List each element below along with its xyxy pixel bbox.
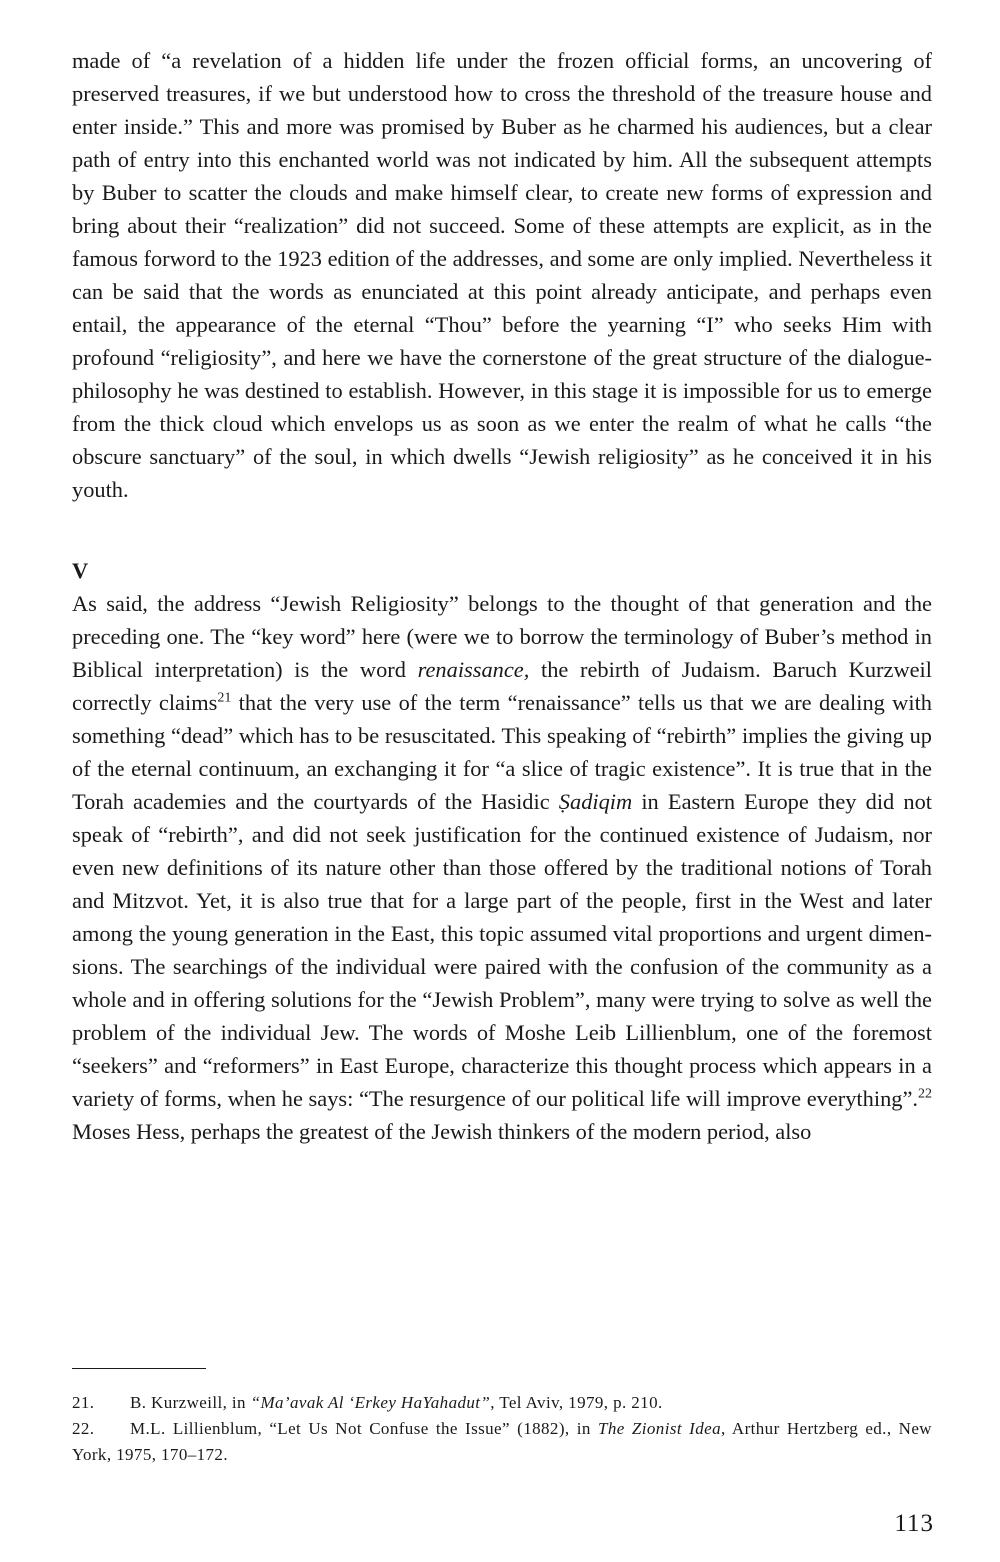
footnote-divider: [72, 1368, 206, 1369]
footnote-text: , Arthur Hertzberg ed., New York, 1975, 170–172.: [72, 1419, 932, 1464]
paragraph-text-b: the rebirth of Judaism. Baruch Kurzweil correctly claims: [72, 657, 932, 715]
italic-term-sadiqim: Ṣadiqim: [558, 789, 633, 814]
paragraph-text-a: As said, the address “Jewish Religiosity” belongs to the thought of that generation and the preceding one. The “key word” here (were we to borrow the terminology of Buber’s method in Biblical interpretation) is the word: [72, 591, 932, 682]
footnote-text: , Tel Aviv, 1979, p. 210.: [490, 1393, 663, 1412]
footnote-title: The Zionist Idea: [598, 1419, 721, 1438]
paragraph-text-d: in Eastern Europe they did not speak of “rebirth”, and did not seek justification for the continued existence of Judaism, nor even new definitions of its nature other than those offered by the traditional notions of Torah and Mitzvot. Yet, it is also true that for a large part of the people, first in the West and later among the young generation in the East, this topic assumed vital proportions and urgent dimensions. The searchings of the individual were paired with the confusion of the community as a whole and in offering solutions for the “Jewish Problem”, many were trying to solve as well the problem of the individual Jew. The words of Moshe Leib Lillienblum, one of the foremost “seekers” and “reformers” in East Europe, characterize this thought process which appears in a variety of forms, when he says: “The resurgence of our political life will improve everything”.: [72, 789, 932, 1111]
footnote-number: 22.: [72, 1419, 95, 1438]
footnote-text: B. Kurzweill, in: [130, 1393, 251, 1412]
page-number: 113: [894, 1510, 934, 1537]
footnote-22: [72, 1416, 932, 1468]
footnote-ref-22[interactable]: 22: [918, 1086, 932, 1102]
section-heading-v: V: [72, 558, 89, 583]
paragraph-text-e: Moses Hess, perhaps the greatest of the Jewish thinkers of the modern period, also: [72, 1119, 812, 1144]
footnote-title: “Ma’avak Al ‘Erkey HaYahadut”: [250, 1393, 491, 1412]
footnote-ref-21[interactable]: 21: [217, 690, 232, 706]
paragraph-text-c: that the very use of the term “renaissance” tells us that we are dealing with something “dead” which has to be resuscitated. This speaking of “rebirth” implies the giving up of the eternal continuum, an exchanging it for “a slice of tragic existence”. It is true that in the Torah academies and the courtyards of the Hasidic: [72, 690, 932, 814]
footnote-number: 21.: [72, 1393, 95, 1412]
paragraph-section-v: [72, 587, 932, 1148]
page-body: [72, 44, 932, 1148]
footnote-text: M.L. Lillienblum, “Let Us Not Confuse the Issue” (1882), in: [130, 1419, 598, 1438]
italic-term-renaissance: renaissance,: [417, 657, 530, 682]
footnotes: [72, 1390, 932, 1468]
footnote-21: [72, 1390, 932, 1416]
paragraph-continuation: made of “a revelation of a hidden life under the frozen official forms, an uncovering of preserved treasures, if we but understood how to cross the threshold of the treasure house and enter inside.” This and more was promised by Buber as he charmed his audiences, but a clear path of entry into this enchanted world was not indicated by him. All the subsequent attempts by Buber to scatter the clouds and make himself clear, to create new forms of expression and bring about their “realization” did not succeed. Some of these attempts are explicit, as in the famous forword to the 1923 edition of the addresses, and some are only implied. Nevertheless it can be said that the words as enunciated at this point already anticipate, and perhaps even entail, the appearance of the eternal “Thou” before the yearning “I” who seeks Him with profound “religiosity”, and here we have the cornerstone of the great structure of the dialogue-philosophy he was destined to establish. However, in this stage it is impossible for us to emerge from the thick cloud which envelops us as soon as we enter the realm of what he calls “the obscure sanctuary” of the soul, in which dwells “Jewish religiosity” as he conceived it in his youth.: [72, 48, 932, 502]
